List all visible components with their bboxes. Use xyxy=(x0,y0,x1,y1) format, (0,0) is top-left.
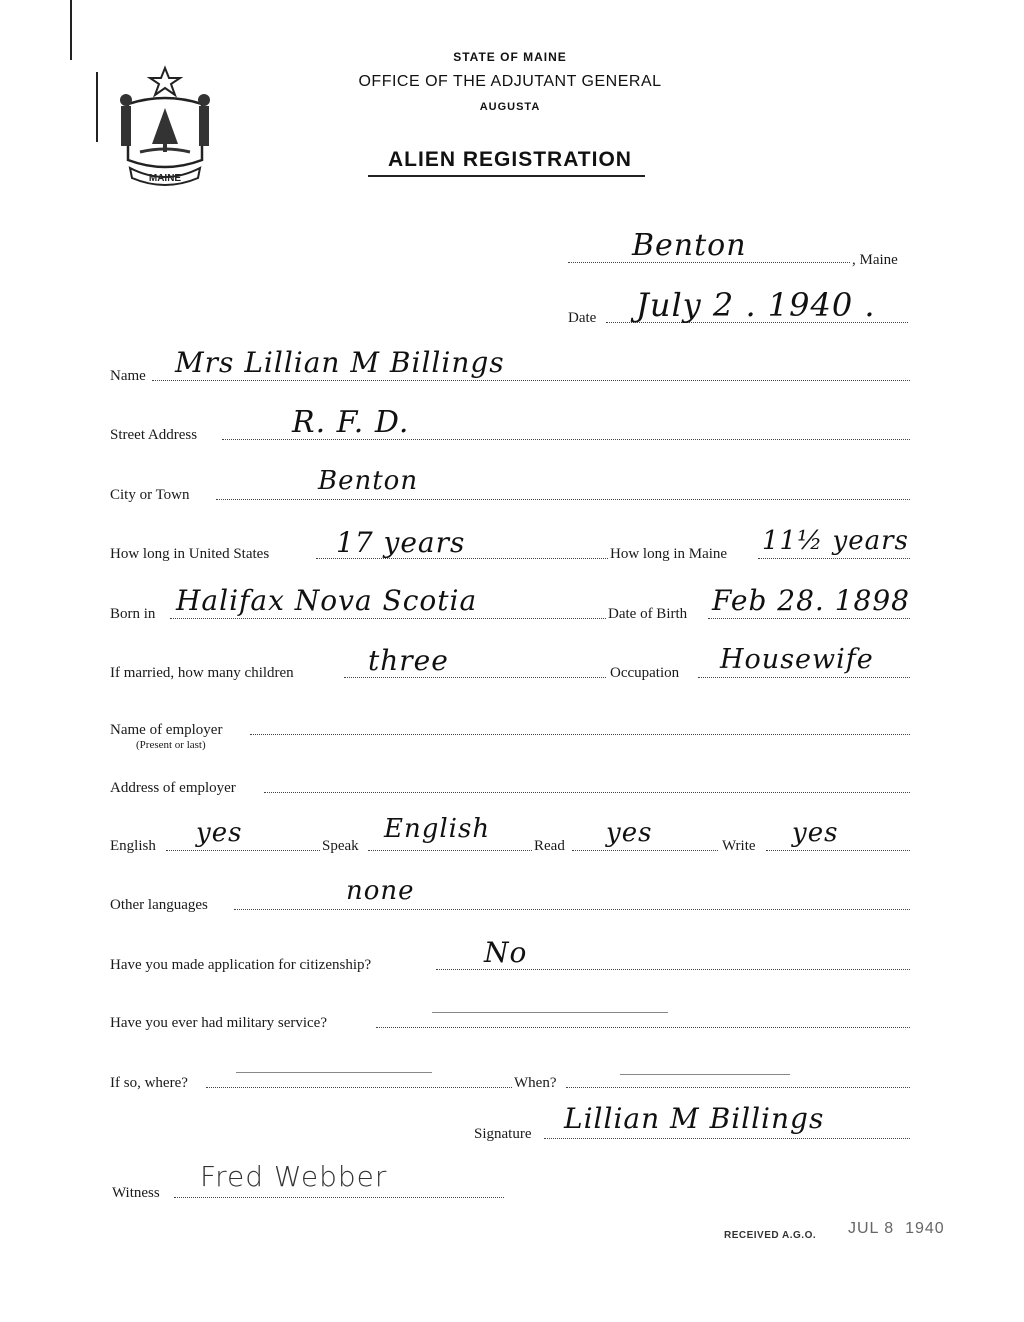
street-value: R. F. D. xyxy=(292,405,410,440)
date-label: Date xyxy=(568,310,597,326)
header-state: STATE OF MAINE xyxy=(453,50,567,64)
occupation-value: Housewife xyxy=(720,644,874,675)
military-dash-mark xyxy=(432,1012,668,1013)
received-stamp-label: RECEIVED A.G.O. xyxy=(724,1230,817,1241)
name-value: Mrs Lillian M Billings xyxy=(175,346,505,379)
dob-label: Date of Birth xyxy=(608,606,688,622)
when-dash-mark xyxy=(620,1074,790,1075)
us-duration-value: 17 years xyxy=(336,526,466,559)
received-stamp-date: JUL 8 1940 xyxy=(848,1220,945,1237)
town-suffix: , Maine xyxy=(852,252,898,268)
other-languages-line xyxy=(234,909,910,910)
signature-label: Signature xyxy=(474,1126,532,1142)
dob-line xyxy=(708,618,910,619)
title-underline xyxy=(368,175,645,177)
write-value: yes xyxy=(792,818,839,848)
state-seal xyxy=(112,64,218,188)
name-label: Name xyxy=(110,368,146,384)
other-languages-label: Other languages xyxy=(110,897,208,913)
occupation-line xyxy=(698,677,910,678)
witness-value: Fred Webber xyxy=(200,1160,388,1193)
city-label: City or Town xyxy=(110,487,190,503)
children-label: If married, how many children xyxy=(110,665,294,681)
citizenship-value: No xyxy=(484,936,528,969)
scan-edge-line xyxy=(70,0,72,60)
employer-line xyxy=(250,734,910,735)
signature-line xyxy=(544,1138,910,1139)
when-label: When? xyxy=(514,1075,557,1091)
born-in-line xyxy=(170,618,606,619)
form-title: ALIEN REGISTRATION xyxy=(388,148,632,171)
children-value: three xyxy=(368,644,449,677)
children-line xyxy=(344,677,606,678)
maine-duration-label: How long in Maine xyxy=(610,546,728,562)
other-languages-value: none xyxy=(346,876,415,906)
english-label: English xyxy=(110,838,156,854)
maine-duration-line xyxy=(758,558,910,559)
scan-edge-line xyxy=(96,72,98,142)
citizenship-label: Have you made application for citizenship? xyxy=(110,957,372,973)
seal-text: MAINE xyxy=(148,173,182,184)
read-value: yes xyxy=(606,818,653,848)
born-in-label: Born in xyxy=(110,606,156,622)
signature-value: Lillian M Billings xyxy=(564,1102,825,1135)
born-in-value: Halifax Nova Scotia xyxy=(176,584,478,617)
city-line xyxy=(216,499,910,500)
speak-line xyxy=(368,850,532,851)
english-value: yes xyxy=(196,818,243,848)
street-label: Street Address xyxy=(110,427,198,443)
employer-address-label: Address of employer xyxy=(110,780,236,796)
city-value: Benton xyxy=(318,466,419,496)
witness-line xyxy=(174,1197,504,1198)
employer-label: Name of employer xyxy=(110,722,223,738)
read-label: Read xyxy=(534,838,565,854)
name-line xyxy=(152,380,910,381)
speak-value: English xyxy=(384,814,491,844)
witness-label: Witness xyxy=(112,1185,160,1201)
write-label: Write xyxy=(722,838,756,854)
occupation-label: Occupation xyxy=(610,665,680,681)
military-line xyxy=(376,1027,910,1028)
speak-label: Speak xyxy=(322,838,359,854)
read-line xyxy=(572,850,718,851)
town-value: Benton xyxy=(632,228,747,263)
header-city: AUGUSTA xyxy=(479,101,541,113)
employer-address-line xyxy=(264,792,910,793)
header-office: OFFICE OF THE ADJUTANT GENERAL xyxy=(358,73,662,90)
military-label: Have you ever had military service? xyxy=(110,1015,327,1031)
where-dash-mark xyxy=(236,1072,432,1073)
where-line xyxy=(206,1087,512,1088)
where-label: If so, where? xyxy=(110,1075,188,1091)
date-value: July 2 . 1940 . xyxy=(636,286,876,324)
write-line xyxy=(766,850,910,851)
us-duration-label: How long in United States xyxy=(110,546,270,562)
when-line xyxy=(566,1087,910,1088)
maine-duration-value: 11½ years xyxy=(762,526,909,556)
english-line xyxy=(166,850,320,851)
dob-value: Feb 28. 1898 xyxy=(712,584,910,617)
employer-sublabel: (Present or last) xyxy=(136,739,206,751)
citizenship-line xyxy=(436,969,910,970)
